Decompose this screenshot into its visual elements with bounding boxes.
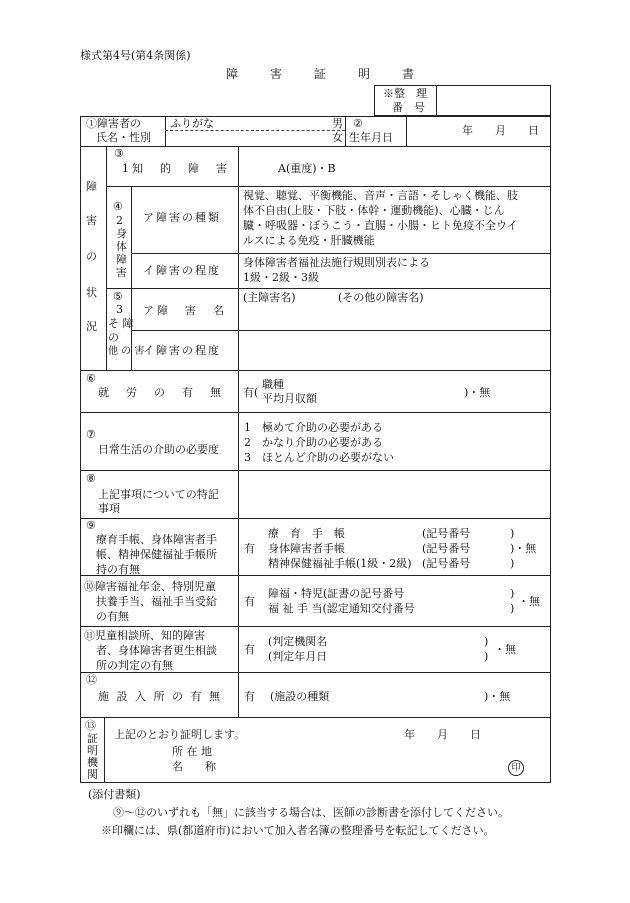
other-main-name[interactable]: (主障害名) xyxy=(243,291,296,304)
other-degree-label: イ障害の程度 xyxy=(143,344,221,357)
employment-income-field[interactable]: 平均月収額 xyxy=(262,392,317,405)
attachments-note-2: ※印欄には、県(都道府市)において加入者名簿の整理番号を転記してください。 xyxy=(101,824,495,837)
certification-name[interactable]: 名 称 xyxy=(172,760,216,773)
consultation-yes[interactable]: 有 xyxy=(244,643,255,656)
birth-number: ② xyxy=(353,117,363,130)
name-label: ①障害者の xyxy=(86,117,141,130)
intellectual-label: 1知 的 障 害 xyxy=(122,162,230,175)
name-field[interactable] xyxy=(166,131,331,145)
employment-label: 就 労 の 有 無 xyxy=(98,386,224,399)
special-notes-field[interactable] xyxy=(239,471,550,517)
seal-mark: 印 xyxy=(508,760,524,776)
furigana-label: ふりがな xyxy=(170,117,214,130)
facility-yes[interactable]: 有 xyxy=(244,690,255,703)
attachments-title: (添付書類) xyxy=(88,788,141,801)
ref-label: ※整 理 xyxy=(383,87,427,100)
employment-job-field[interactable]: 職種 xyxy=(262,378,284,391)
facility-type-field[interactable]: (施設の種類 xyxy=(270,690,330,703)
page-title: 障 害 証 明 書 xyxy=(226,67,425,81)
intellectual-grade[interactable]: A(重度)・B xyxy=(278,162,336,175)
handbook-yes[interactable]: 有 xyxy=(244,542,255,555)
form-id: 様式第4号(第4条関係) xyxy=(80,49,191,62)
employment-yes[interactable]: 有( xyxy=(243,386,259,399)
sex-male[interactable]: 男 xyxy=(332,117,343,130)
ref-number-field[interactable] xyxy=(437,86,550,115)
birth-label: 生年月日 xyxy=(349,131,393,144)
certification-date[interactable]: 年 月 日 xyxy=(404,728,481,741)
physical-type-label: ア障害の種類 xyxy=(143,211,221,224)
physical-degree-label: イ障害の程度 xyxy=(143,264,221,277)
certification-statement: 上記のとおり証明します。 xyxy=(114,728,246,741)
other-sub-name[interactable]: (その他の障害名) xyxy=(338,291,424,304)
special-label: 上記事項についての特記 xyxy=(98,488,219,501)
pension-no[interactable]: ・無 xyxy=(518,595,540,608)
consultation-no[interactable]: ・無 xyxy=(494,643,516,656)
other-name-label: ア障 害 名 xyxy=(143,304,227,317)
attachments-note-1: ⑨～⑫のいずれも「無」に該当する場合は、医師の診断書を添付してください。 xyxy=(113,806,509,819)
pension-yes[interactable]: 有 xyxy=(244,595,255,608)
sex-female[interactable]: 女 xyxy=(332,131,343,144)
other-degree-field[interactable] xyxy=(239,331,550,369)
intellectual-number: ③ xyxy=(114,147,124,160)
birth-date-field[interactable]: 年 月 日 xyxy=(462,124,539,137)
facility-label: 施 設 入 所 の 有 無 xyxy=(98,690,222,703)
facility-no[interactable]: )・無 xyxy=(484,690,511,703)
ref-label-2: 番 号 xyxy=(392,101,425,114)
care-label: 日常生活の介助の必要度 xyxy=(98,443,219,456)
certification-address[interactable]: 所 在 地 xyxy=(172,745,212,758)
employment-no[interactable]: )・無 xyxy=(464,386,491,399)
